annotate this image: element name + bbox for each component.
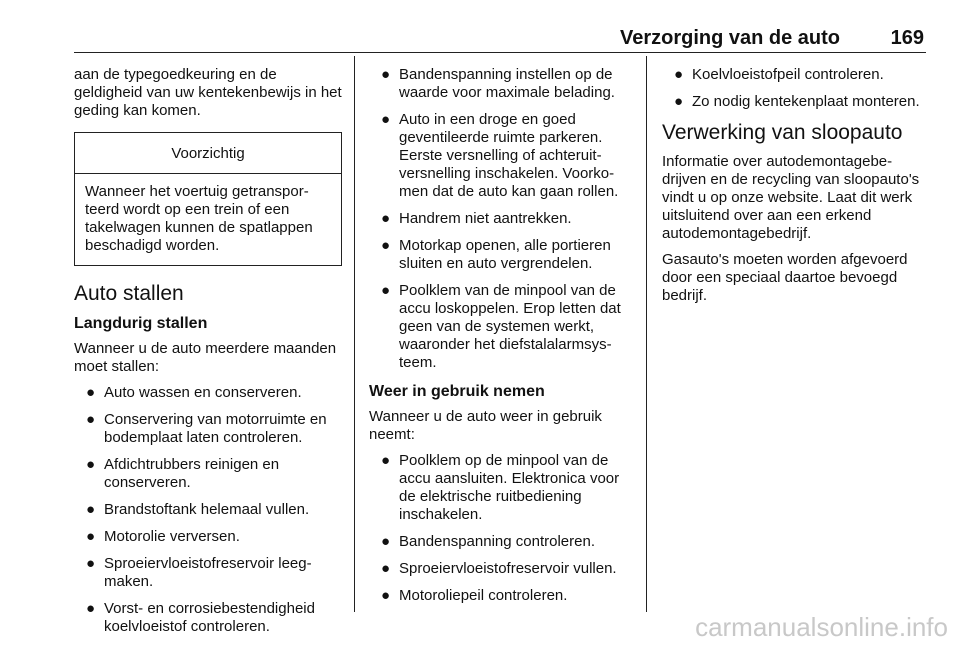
intro-paragraph: aan de typegoedkeuring en de geldigheid van uw kentekenbewijs in het geding kan komen. xyxy=(74,66,342,119)
list-item: ● Poolklem van de minpool van de accu loskoppelen. Erop letten dat geen van de systemen werkt, waaronder het diefstalalarmsysteem. xyxy=(381,282,621,371)
column-divider-2 xyxy=(646,56,647,612)
list-item: ● Poolklem op de minpool van de accu aansluiten. Elektronica voor de elektrische ruitbediening inschakelen. xyxy=(381,452,620,523)
bullet-icon: ● xyxy=(381,587,391,604)
list-item: ● Afdichtrubbers reinigen en conserveren. xyxy=(86,456,280,491)
recycling-paragraph: Informatie over autodemontagebedrijven en de recycling van sloopauto's vindt u op onze website. Laat dit werk uitsluitend over aan een erkend autodemontagebedrijf. xyxy=(662,153,920,242)
list-item: ● Sproeiervloeistofreservoir leegmaken. xyxy=(86,555,312,590)
column-1 xyxy=(74,66,342,646)
header-rule xyxy=(74,52,926,53)
reuse-paragraph: Wanneer u de auto weer in gebruik neemt: xyxy=(369,408,602,443)
subsection-title-weer-in-gebruik: Weer in gebruik nemen xyxy=(369,383,545,400)
bullet-icon: ● xyxy=(381,210,391,227)
bullet-icon: ● xyxy=(86,600,96,617)
list-item: ● Auto in een droge en goed geventileerde ruimte parkeren. Eerste versnelling of achteruitversnelling inschakelen. Voorkomen dat de auto kan gaan rollen. xyxy=(381,111,619,200)
reuse-bullet-list-continued xyxy=(662,66,928,111)
page-number: 169 xyxy=(890,27,924,49)
caution-text: Wanneer het voertuig getransporteerd wordt op een trein of een takelwagen kunnen de spatlappen beschadigd worden. xyxy=(85,183,313,254)
column-divider-1 xyxy=(354,56,355,612)
header-title: Verzorging van de auto xyxy=(619,27,840,49)
bullet-icon: ● xyxy=(381,452,391,469)
storage-paragraph: Wanneer u de auto meerdere maanden moet stallen: xyxy=(74,340,337,375)
bullet-icon: ● xyxy=(86,555,96,572)
list-item: ● Bandenspanning instellen op de waarde voor maximale belading. xyxy=(381,66,615,101)
column-3 xyxy=(662,66,928,313)
bullet-icon: ● xyxy=(381,111,391,128)
list-item: ● Koelvloeistofpeil controleren. xyxy=(674,66,884,83)
bullet-icon: ● xyxy=(86,384,96,401)
column-2 xyxy=(369,66,635,615)
list-item: ● Brandstoftank helemaal vullen. xyxy=(86,501,310,518)
watermark: carmanualsonline.info xyxy=(695,612,948,642)
storage-bullet-list xyxy=(74,384,342,636)
bullet-icon: ● xyxy=(381,282,391,299)
section-title-auto-stallen: Auto stallen xyxy=(74,282,184,305)
bullet-icon: ● xyxy=(86,456,96,473)
list-item: ● Bandenspanning controleren. xyxy=(381,533,595,550)
bullet-icon: ● xyxy=(674,66,684,83)
list-item: ● Zo nodig kentekenplaat monteren. xyxy=(674,93,920,110)
subsection-title-langdurig: Langdurig stallen xyxy=(74,315,208,332)
list-item: ● Motoroliepeil controleren. xyxy=(381,587,568,604)
section-title-sloopauto: Verwerking van sloopauto xyxy=(662,121,903,144)
gas-car-paragraph: Gasauto's moeten worden afgevoerd door een speciaal daartoe bevoegd bedrijf. xyxy=(662,251,908,304)
list-item: ● Motorkap openen, alle portieren sluiten en auto vergrendelen. xyxy=(381,237,611,272)
list-item: ● Handrem niet aantrekken. xyxy=(381,210,572,227)
bullet-icon: ● xyxy=(86,501,96,518)
reuse-bullet-list xyxy=(369,452,635,605)
storage-bullet-list-continued xyxy=(369,66,635,372)
list-item: ● Sproeiervloeistofreservoir vullen. xyxy=(381,560,617,577)
bullet-icon: ● xyxy=(381,66,391,83)
bullet-icon: ● xyxy=(381,560,391,577)
list-item: ● Motorolie verversen. xyxy=(86,528,240,545)
bullet-icon: ● xyxy=(381,237,391,254)
list-item: ● Vorst- en corrosiebestendigheid koelvloeistof controleren. xyxy=(86,600,315,635)
bullet-icon: ● xyxy=(86,528,96,545)
bullet-icon: ● xyxy=(674,93,684,110)
list-item: ● Auto wassen en conserveren. xyxy=(86,384,302,401)
bullet-icon: ● xyxy=(86,411,96,428)
list-item: ● Conservering van motorruimte en bodemplaat laten controleren. xyxy=(86,411,327,446)
caution-box xyxy=(74,132,342,266)
caution-title: Voorzichtig xyxy=(75,133,341,174)
bullet-icon: ● xyxy=(381,533,391,550)
